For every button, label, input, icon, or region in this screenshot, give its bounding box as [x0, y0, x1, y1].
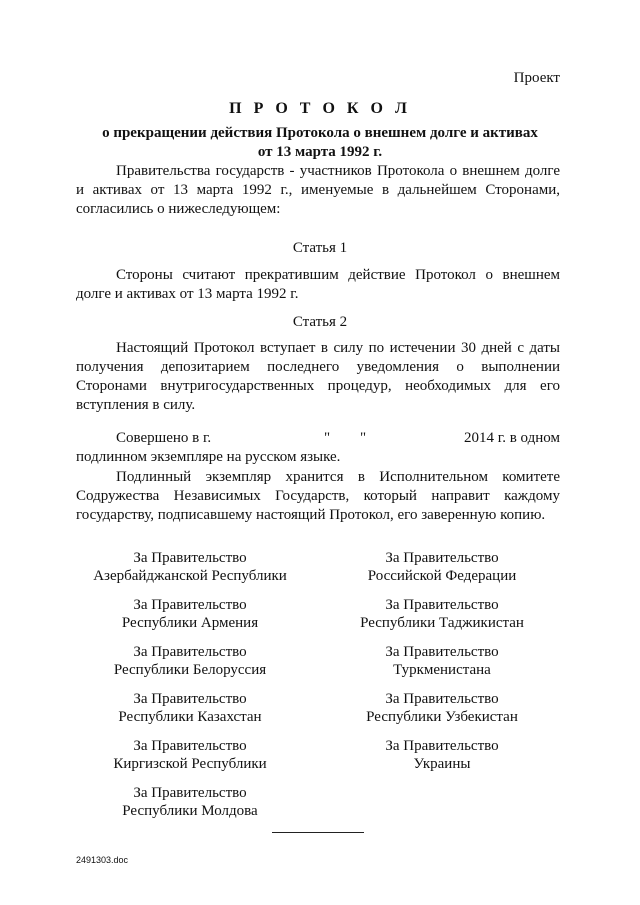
signatory-block — [70, 737, 310, 773]
signatory-line: За Правительство — [385, 597, 499, 613]
signatory-country: Республики Молдова — [122, 803, 258, 819]
signatory-line: За Правительство — [385, 738, 499, 754]
signatory-line: За Правительство — [133, 644, 247, 660]
signatory-line: За Правительство — [133, 691, 247, 707]
article-2-heading: Статья 2 — [292, 314, 348, 330]
article-1-text: Стороны считают прекратившим действие Протокол о внешнем долге и активах от 13 марта 1992 г. — [76, 267, 560, 302]
signatory-country: Республики Казахстан — [118, 709, 262, 725]
signatory-block — [70, 596, 310, 632]
signatory-block — [322, 737, 562, 773]
signatory-block — [70, 690, 310, 726]
signatory-line: За Правительство — [133, 597, 247, 613]
signatory-line: За Правительство — [133, 785, 247, 801]
done-in-continuation: подлинном экземпляре на русском языке. — [76, 449, 341, 465]
signatory-country: Киргизской Республики — [113, 756, 267, 772]
end-divider — [272, 832, 364, 833]
quote-close: " — [360, 430, 367, 446]
signatory-block — [322, 643, 562, 679]
article-1-heading: Статья 1 — [292, 240, 348, 256]
document-title: П Р О Т О К О Л — [229, 100, 411, 117]
article-2-text: Настоящий Протокол вступает в силу по истечении 30 дней с даты получения депозитарием последнего уведомления о выполнении Сторонами внутригосударственных процедур, необходимых для его вступления в силу. — [76, 340, 560, 413]
preamble-paragraph: Правительства государств - участников Протокола о внешнем долге и активах от 13 марта 1992 г., именуемые в дальнейшем Сторонами, согласились о нижеследующем: — [76, 163, 560, 217]
signatory-block — [322, 596, 562, 632]
document-subtitle — [80, 124, 560, 162]
signatory-line: За Правительство — [385, 644, 499, 660]
signatory-country: Азербайджанской Республики — [93, 568, 287, 584]
signatory-block — [70, 549, 310, 585]
quote-open: " — [324, 430, 331, 446]
subtitle-line: о прекращении действия Протокола о внешнем долге и активах — [102, 125, 538, 141]
signatory-country: Республики Армения — [121, 615, 259, 631]
signatory-block — [70, 643, 310, 679]
signatory-country: Республики Белоруссия — [113, 662, 267, 678]
year-text: 2014 г. в одном — [464, 430, 560, 446]
done-in-label: Совершено в г. — [116, 430, 212, 446]
done-in-line — [116, 430, 560, 449]
file-reference: 2491303.doc — [76, 855, 129, 865]
signatory-block — [322, 690, 562, 726]
signatory-block — [70, 784, 310, 820]
signatory-line: За Правительство — [133, 738, 247, 754]
signatory-line: За Правительство — [385, 550, 499, 566]
subtitle-line: от 13 марта 1992 г. — [257, 144, 383, 160]
signatory-country: Республики Узбекистан — [366, 709, 518, 725]
signatory-line: За Правительство — [133, 550, 247, 566]
signatory-country: Российской Федерации — [367, 568, 517, 584]
signatory-country: Туркменистана — [393, 662, 491, 678]
signatory-country: Украины — [413, 756, 471, 772]
signatory-line: За Правительство — [385, 691, 499, 707]
draft-mark: Проект — [513, 70, 560, 86]
signatory-block — [322, 549, 562, 585]
custody-paragraph: Подлинный экземпляр хранится в Исполнительном комитете Содружества Независимых Государств, который направит каждому государству, подписавшему настоящий Протокол, его заверенную копию. — [76, 469, 560, 523]
signatory-country: Республики Таджикистан — [360, 615, 524, 631]
